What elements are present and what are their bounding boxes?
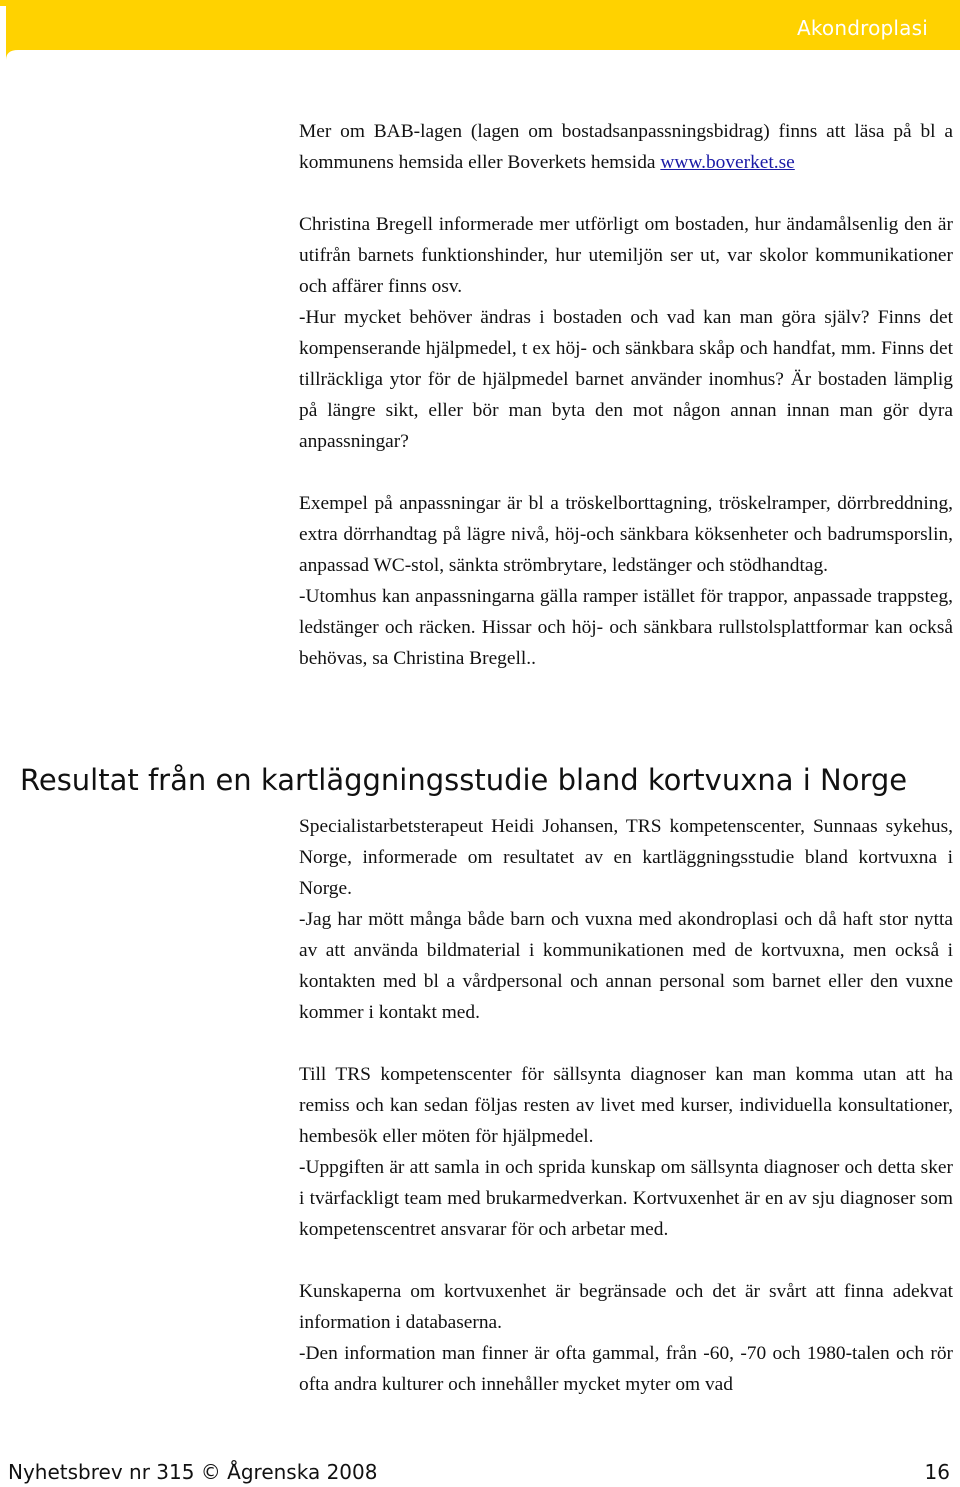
header-band-shape <box>0 0 960 85</box>
paragraph-outdoor: -Utomhus kan anpassningarna gälla ramper istället för trappor, anpassade trappsteg, ledstänger och räcken. Hissar och höj- och sänkbara rullstolsplattformar kan också behövas, sa Christina Bregell.. <box>299 586 953 669</box>
paragraph-johansen-intro: Specialistarbetsterapeut Heidi Johansen, TRS kompetenscenter, Sunnaas sykehus, Norge, informerade om resultatet av en kartläggningsstudie bland kortvuxna i Norge. <box>299 816 953 899</box>
article-block-housing <box>299 116 953 674</box>
paragraph-trs-center: Till TRS kompetenscenter för sällsynta diagnoser kan man komma utan att ha remiss och kan sedan följas resten av livet med kurser, individuella konsultationer, hembesök eller möten för hjälpmedel. <box>299 1064 953 1147</box>
paragraph-bab-lagen <box>299 116 953 178</box>
page-footer <box>8 1458 950 1486</box>
paragraph-quote-images: -Jag har mött många både barn och vuxna med akondroplasi och då haft stor nytta av att använda bildmaterial i kommunikationen med de kortvuxna, men också i kontakten med bl a vårdpersonal och annan personal som barnet eller den vuxne kommer i kontakt med. <box>299 909 953 1023</box>
paragraph-bregell-intro: Christina Bregell informerade mer utförligt om bostaden, hur ändamålsenlig den är utifrån barnets funktionshinder, hur utemiljön ser ut, var skolor kommunikationer och affärer finns osv. <box>299 214 953 297</box>
paragraph-mission: -Uppgiften är att samla in och sprida kunskap om sällsynta diagnoser och detta sker i tvärfackligt team med brukarmedverkan. Kortvuxenhet är en av sju diagnoser som kompetenscentret ansvarar för och arbetar med. <box>299 1157 953 1240</box>
article-block-norway-study <box>299 811 953 1400</box>
paragraph-old-information: -Den information man finner är ofta gammal, från -60, -70 och 1980-talen och rör ofta andra kulturer och innehåller mycket myter om vad <box>299 1343 953 1395</box>
footer-newsletter: Nyhetsbrev nr 315 © Ågrenska 2008 <box>8 1460 378 1484</box>
paragraph-text: Mer om BAB-lagen (lagen om bostadsanpassningsbidrag) finns att läsa på bl a kommunens hemsida eller Boverkets hemsida <box>299 121 953 173</box>
section-heading: Resultat från en kartläggningsstudie bland kortvuxna i Norge <box>20 763 908 797</box>
paragraph-examples: Exempel på anpassningar är bl a tröskelborttagning, tröskelramper, dörrbreddning, extra dörrhandtag på lägre nivå, höj-och sänkbara köksenheter och badrumsporslin, anpassad WC-stol, sänkta strömbrytare, ledstänger och stödhandtag. <box>299 493 953 576</box>
boverket-link[interactable]: www.boverket.se <box>660 152 795 173</box>
paragraph-questions: -Hur mycket behöver ändras i bostaden och vad kan man göra själv? Finns det kompenserande hjälpmedel, t ex höj- och sänkbara skåp och handfat, mm. Finns det tillräckliga ytor för de hjälpmedel barnet använder inomhus? Är bostaden lämplig på längre sikt, eller bör man byta den mot någon annan innan man gör dyra anpassningar? <box>299 307 953 452</box>
header-title: Akondroplasi <box>796 16 928 40</box>
page-number: 16 <box>924 1460 950 1484</box>
paragraph-knowledge: Kunskaperna om kortvuxenhet är begränsade och det är svårt att finna adekvat information i databaserna. <box>299 1281 953 1333</box>
header-banner <box>0 0 960 85</box>
